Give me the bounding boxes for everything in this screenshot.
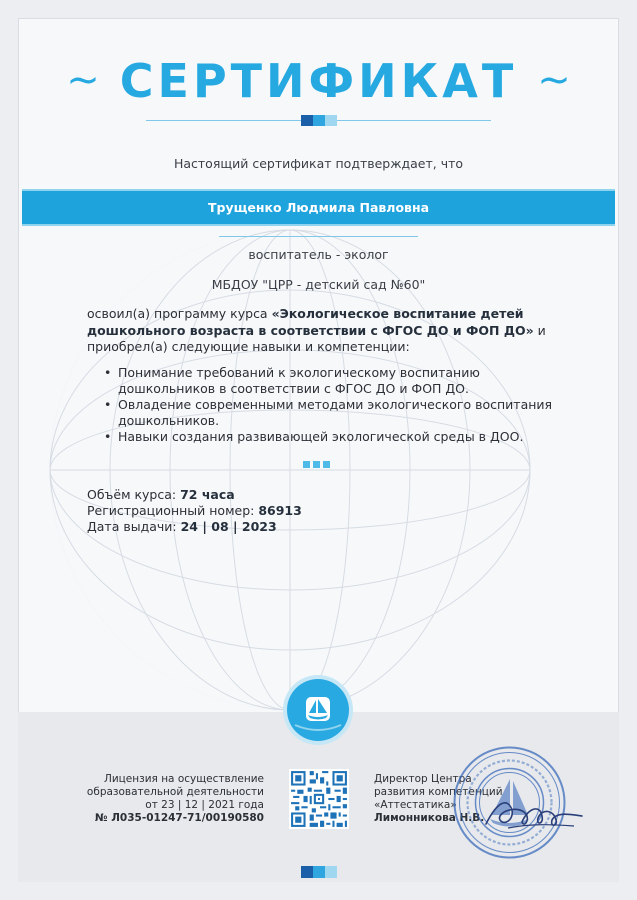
qr-code-icon (289, 769, 349, 829)
certificate-title (0, 54, 637, 108)
recipient-name: Трущенко Людмила Павловна (207, 200, 430, 215)
program-prefix: освоил(а) программу курса (87, 306, 272, 321)
license-line-3: от 23 | 12 | 2021 года (145, 799, 264, 811)
title-text: СЕРТИФИКАТ (119, 54, 518, 108)
bottom-squares-ornament (301, 866, 337, 878)
sailboat-logo (287, 679, 349, 741)
name-underline (219, 236, 418, 237)
reg-value: 86913 (258, 503, 302, 518)
confirm-text: Настоящий сертификат подтверждает, что (173, 156, 464, 171)
title-tilde-right: ~ (537, 57, 571, 103)
separator-dots (303, 461, 330, 468)
license-block (82, 773, 264, 825)
program-paragraph (87, 306, 557, 356)
director-name: Лимонникова Н.В. (374, 812, 485, 824)
title-tilde-left: ~ (66, 57, 100, 103)
course-meta (87, 487, 302, 535)
list-item: • Понимание требований к экологическому воспитанию дошкольников в соответствии с ФГОС ДО и ФОП ДО. (104, 365, 564, 397)
volume-value: 72 часа (180, 487, 235, 502)
program-suffix: и приобрел(а) следующие навыки и компетенции: (87, 322, 546, 354)
director-line-1: Директор Центра (374, 773, 472, 785)
license-line-1: Лицензия на осуществление (103, 773, 264, 785)
skills-list (104, 365, 564, 445)
date-label: Дата выдачи: (87, 519, 181, 534)
director-line-2: развития компетенций (374, 786, 503, 798)
list-item: • Овладение современными методами экологического воспитания дошкольников. (104, 397, 564, 429)
list-item: • Навыки создания развивающей экологической среды в ДОО. (104, 429, 564, 445)
sailboat-icon (287, 679, 349, 741)
date-value: 24 | 08 | 2023 (180, 519, 277, 534)
recipient-position: воспитатель - эколог (248, 247, 389, 262)
license-number: № Л035-01247-71/00190580 (94, 812, 264, 824)
handwritten-signature (478, 790, 588, 835)
title-squares-ornament (301, 115, 337, 126)
volume-label: Объём курса: (87, 487, 181, 502)
recipient-organization: МБДОУ "ЦРР - детский сад №60" (211, 277, 426, 292)
reg-label: Регистрационный номер: (87, 503, 259, 518)
license-line-2: образовательной деятельности (86, 786, 264, 798)
course-name: «Экологическое воспитание детей дошкольного возраста в соответствии с ФГОС ДО и ФОП ДО» (87, 306, 534, 338)
director-line-3: «Аттестатика» (374, 799, 457, 811)
